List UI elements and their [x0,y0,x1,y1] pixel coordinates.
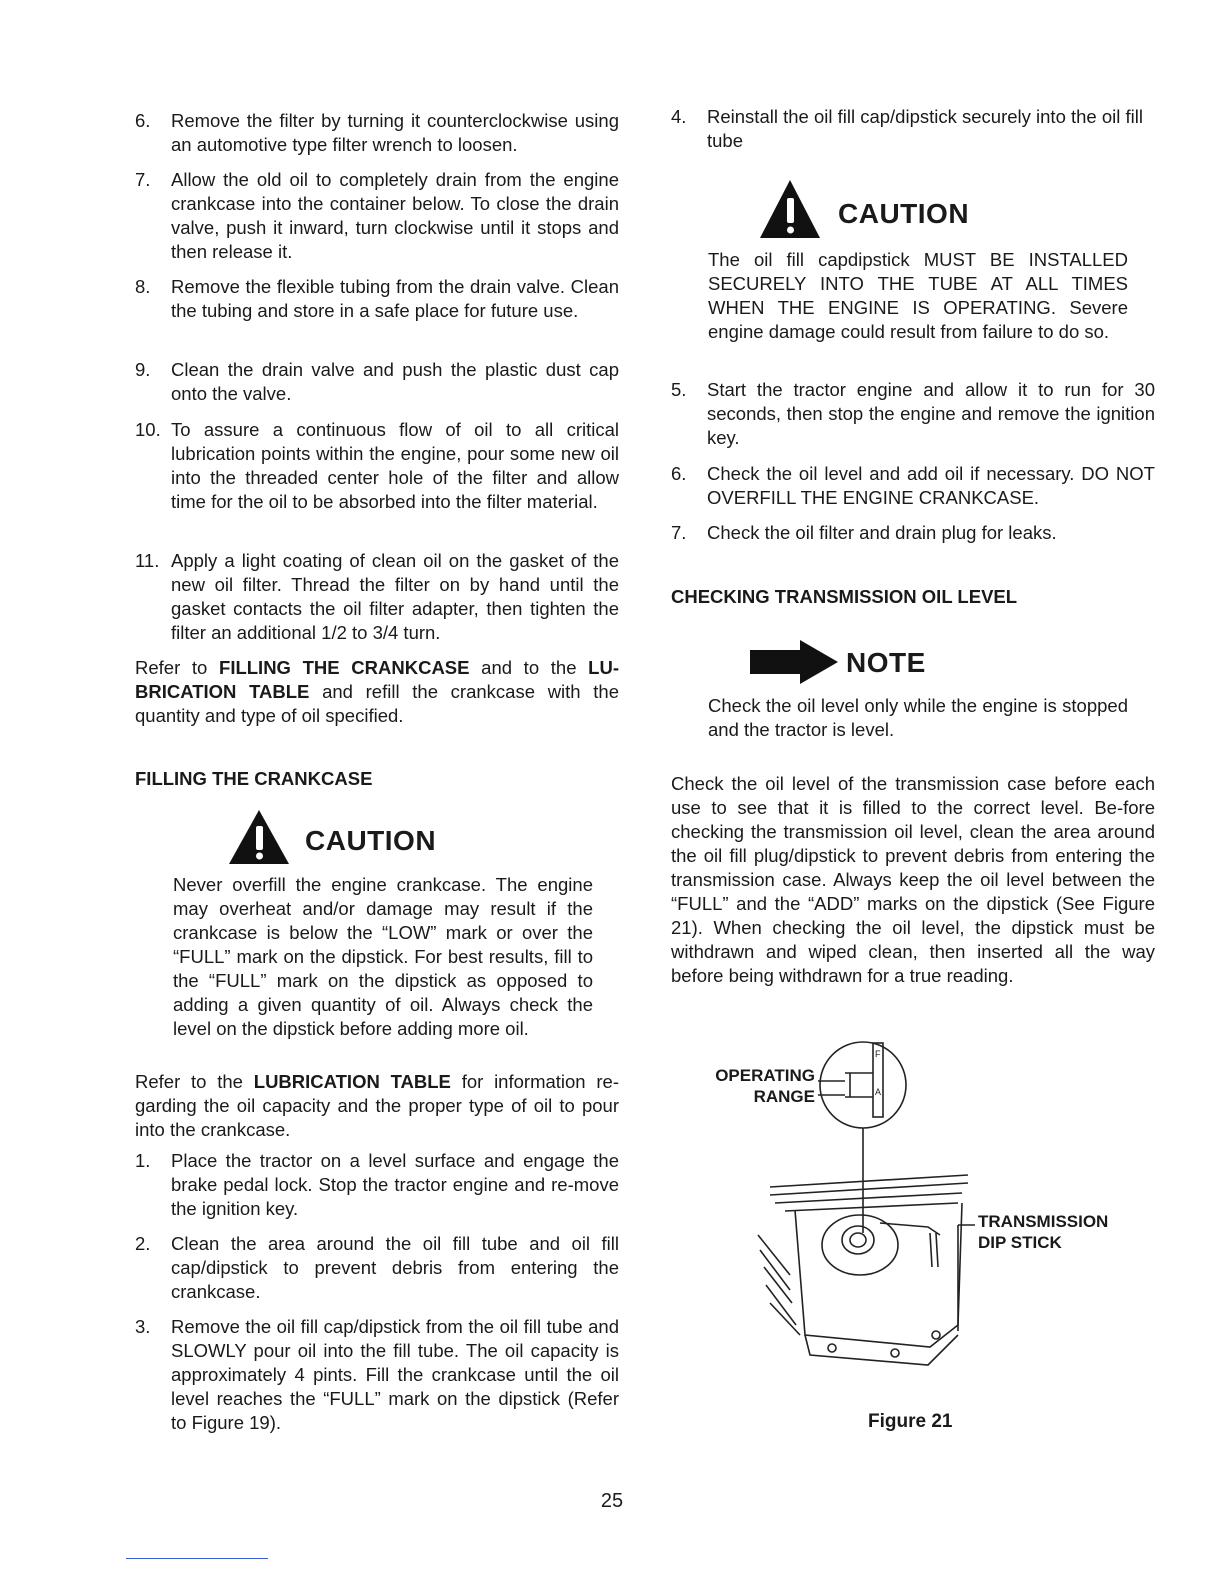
list-item [135,109,619,157]
refer-text: Refer to [135,657,220,678]
item-text: Check the oil filter and drain plug for leaks. [707,522,1057,543]
caution-notice [173,808,619,1048]
list-item [671,378,1155,450]
item-text: Start the tractor engine and allow it to run for 30 seconds, then stop the engine and remove the ignition key. [707,379,1155,448]
full-mark: F [875,1049,881,1059]
list-item [135,168,619,264]
warning-triangle-icon [227,808,291,866]
item-number: 6. [671,463,687,484]
item-text: To assure a continuous flow of oil to all critical lubrication points within the engine, pour some new oil into the threaded center hole of the filter and allow time for the oil to be absorbed into the filter material. [171,419,619,512]
item-number: 3. [135,1316,151,1337]
item-text: Clean the drain valve and push the plastic dust cap onto the valve. [171,359,619,404]
note-body: Check the oil level only while the engine is stopped and the tractor is level. [708,695,1128,740]
caution-title: CAUTION [305,825,437,856]
item-number: 11. [135,550,160,571]
caution-body: Never overfill the engine crankcase. The engine may overheat and/or damage may result if the crankcase is below the “LOW” mark or over the “FULL” mark on the dipstick. For best results, fill to the “FULL” mark on the dipstick as opposed to adding a given quantity of oil. Always check the level on the dipstick before adding more oil. [173,874,593,1039]
refer-paragraph [135,1070,619,1142]
item-number: 4. [671,106,687,127]
item-text: Place the tractor on a level surface and engage the brake pedal lock. Stop the tractor engine and re-move the ignition key. [171,1150,619,1219]
item-text: Reinstall the oil fill cap/dipstick securely into the oil fill tube [707,106,1143,151]
item-number: 8. [135,276,151,297]
list-item [135,549,619,645]
item-number: 7. [671,522,687,543]
list-item [671,105,1155,153]
warning-triangle-icon [758,178,822,240]
caution-body: The oil fill capdipstick MUST BE INSTALLED SECURELY INTO THE TUBE AT ALL TIMES WHEN THE ENGINE IS OPERATING. Severe engine damage could result from failure to do so. [708,249,1128,342]
operating-range-label [705,1065,815,1107]
list-item [135,1149,619,1221]
item-text: Allow the old oil to completely drain from the engine crankcase into the container below. To close the drain valve, push it inward, turn clockwise until it stops and then release it. [171,169,619,262]
add-mark: A [875,1087,882,1097]
item-text: Apply a light coating of clean oil on the gasket of the new oil filter. Thread the filter on by hand until the gasket contacts the oil filter adapter, then tighten the filter an additional 1/2 to 3/4 turn. [171,550,619,643]
transmission-dipstick-label [978,1211,1108,1253]
note-title: NOTE [846,647,926,678]
item-number: 10. [135,419,161,440]
operating-range-label-line1: OPERATING [715,1066,815,1085]
transmission-dipstick-label-line1: TRANSMISSION [978,1212,1109,1231]
item-text: Remove the oil fill cap/dipstick from the oil fill tube and SLOWLY pour oil into the fill tube. The oil capacity is approximately 4 pints. Fill the crankcase until the oil level reaches the “FULL” mark on the dipstick (Refer to Figure 19). [171,1316,619,1433]
item-text: Clean the area around the oil fill tube and oil fill cap/dipstick to prevent debris from entering the crankcase. [171,1233,619,1302]
refer-bold-table: LUBRICATION TABLE [253,1071,451,1092]
list-item [135,1315,619,1435]
section-heading: CHECKING TRANSMISSION OIL LEVEL [671,586,1018,607]
list-item [135,358,619,406]
refer-text: and refill the crankcase with the quantity and type of oil specified. [135,681,620,726]
page-number: 25 [600,1490,624,1512]
item-number: 6. [135,110,151,131]
list-item [671,462,1155,510]
item-text: Remove the filter by turning it counterclockwise using an automotive type filter wrench to loosen. [171,110,619,155]
item-number: 7. [135,169,151,190]
list-item [135,275,619,323]
list-item [671,521,1155,545]
note-notice [708,640,1155,750]
section-heading: FILLING THE CRANKCASE [135,768,373,789]
item-number: 9. [135,359,151,380]
item-text: Check the oil level and add oil if necessary. DO NOT OVERFILL THE ENGINE CRANKCASE. [707,463,1155,508]
footer-divider [126,1558,268,1559]
transmission-paragraph: Check the oil level of the transmission case before each use to see that it is filled to the correct level. Be-fore checking the transmission oil level, clean the area around the oil fill plug/dipstick to prevent debris from entering the transmission case. Always keep the oil level between the “FULL” and the “ADD” marks on the dipstick (See Figure 21). When checking the oil level, the dipstick must be withdrawn and wiped clean, then inserted all the way before being withdrawn for a true reading. [671,773,1155,986]
operating-range-label-line2: RANGE [753,1087,815,1106]
list-item [135,1232,619,1304]
refer-text: Refer to the [135,1071,254,1092]
refer-text: for information re-garding the oil capacity and the proper type of oil to pour into the crankcase. [135,1071,619,1140]
caution-title: CAUTION [838,198,970,229]
item-number: 5. [671,379,687,400]
refer-bold-table: LU-BRICATION TABLE [135,657,619,702]
item-text: Remove the flexible tubing from the drain valve. Clean the tubing and store in a safe place for future use. [171,276,619,321]
refer-paragraph [135,656,619,728]
figure-21 [700,1035,1160,1455]
refer-text: and to the [469,657,589,678]
list-item [135,418,619,514]
caution-notice [708,178,1155,348]
figure-caption: Figure 21 [868,1411,953,1432]
arrow-right-icon [750,640,838,684]
refer-bold-crankcase: FILLING THE CRANKCASE [219,657,470,678]
item-number: 1. [135,1150,151,1171]
item-number: 2. [135,1233,151,1254]
transmission-dipstick-label-line2: DIP STICK [978,1233,1062,1252]
